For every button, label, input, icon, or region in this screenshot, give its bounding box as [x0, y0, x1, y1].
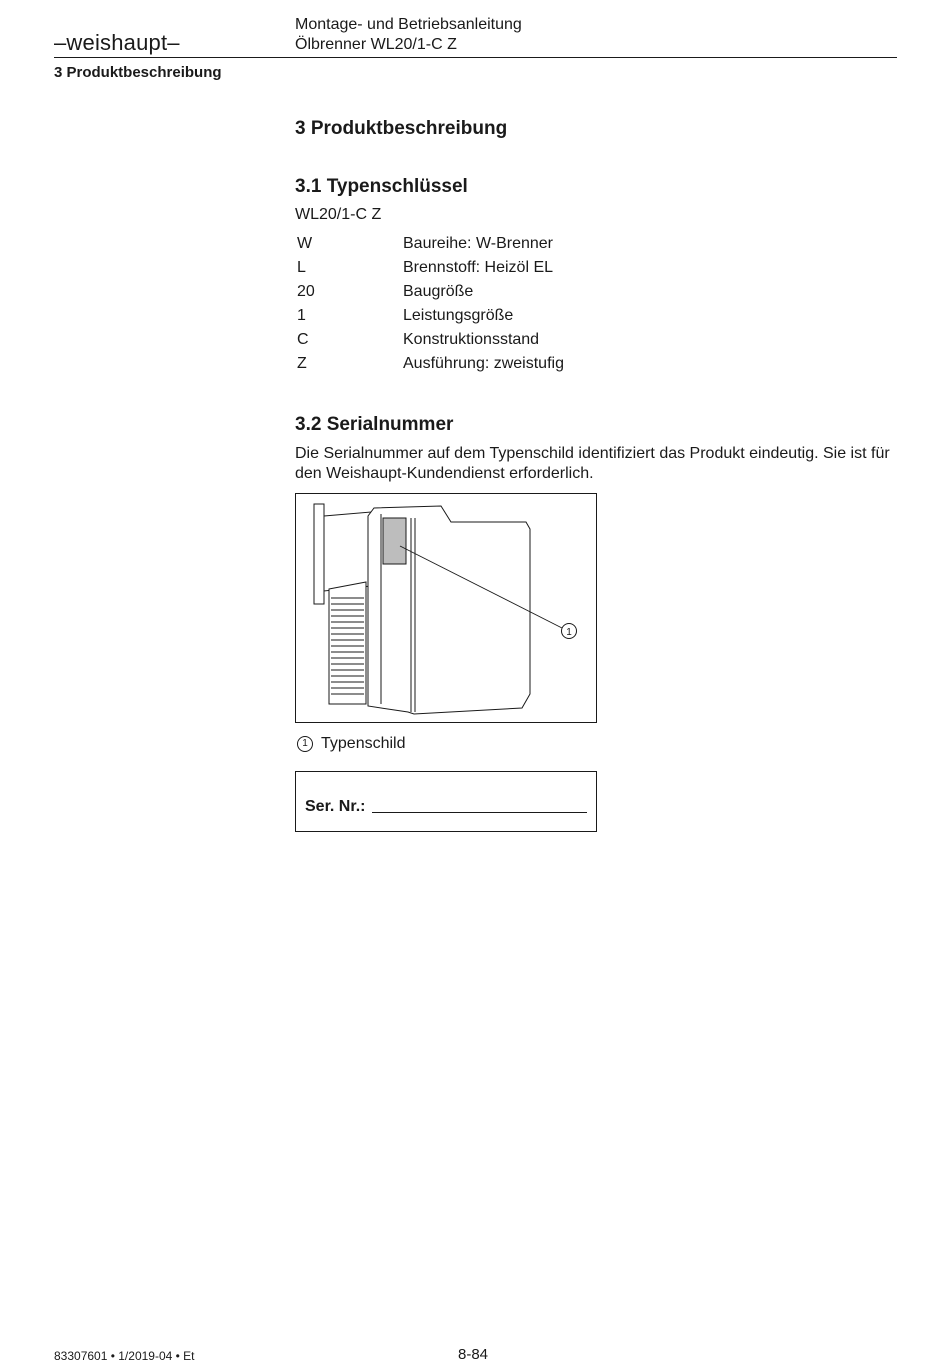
callout-number: 1: [566, 627, 572, 638]
type-key-letter: 1: [297, 307, 306, 324]
document-title: [295, 15, 522, 55]
type-key-table: [297, 232, 564, 376]
table-row: [297, 256, 564, 280]
table-row: [297, 232, 564, 256]
running-head: 3 Produktbeschreibung: [54, 64, 222, 81]
type-code: WL20/1-C Z: [295, 206, 382, 223]
header-rule: [54, 57, 897, 58]
caption-text: Typenschild: [321, 735, 406, 752]
serial-heading: 3.2 Serialnummer: [295, 414, 454, 435]
type-key-description: Brennstoff: Heizöl EL: [403, 259, 554, 276]
footer-page-number: 8-84: [458, 1346, 489, 1363]
type-key-letter: 20: [297, 283, 315, 300]
type-key-description: Baureihe: W-Brenner: [403, 235, 553, 252]
serial-number-box: [295, 771, 597, 832]
table-row: [297, 352, 564, 376]
type-key-description: Konstruktionsstand: [403, 331, 540, 348]
serial-number-label: Ser. Nr.:: [305, 798, 366, 815]
type-key-letter: Z: [297, 355, 307, 372]
type-key-letter: L: [297, 259, 306, 276]
table-row: [297, 328, 564, 352]
table-row: [297, 280, 564, 304]
serial-number-write-line: [372, 812, 587, 813]
type-key-letter: C: [297, 331, 309, 348]
type-key-description: Leistungsgröße: [403, 307, 514, 324]
figure-caption: [297, 735, 406, 753]
caption-callout-number: 1: [297, 736, 313, 752]
type-key-heading: 3.1 Typenschlüssel: [295, 176, 468, 197]
type-key-description: Baugröße: [403, 283, 474, 300]
document-title-line-1: Montage- und Betriebsanleitung: [295, 16, 522, 33]
type-plate: [383, 518, 406, 564]
weishaupt-logo: –weishaupt–: [54, 30, 180, 55]
burner-illustration: [296, 494, 596, 722]
burner-figure: [295, 493, 597, 723]
footer-doc-number: 83307601 • 1/2019-04 • Et: [54, 1349, 195, 1363]
section-title: 3 Produktbeschreibung: [295, 118, 508, 139]
type-key-description: Ausführung: zweistufig: [403, 355, 564, 372]
type-key-letter: W: [297, 235, 313, 252]
document-title-line-2: Ölbrenner WL20/1-C Z: [295, 36, 457, 53]
table-row: [297, 304, 564, 328]
serial-paragraph: Die Serialnummer auf dem Typenschild identifiziert das Produkt eindeutig. Sie ist für den Weishaupt-Kundendienst erforderlich.: [295, 445, 890, 482]
